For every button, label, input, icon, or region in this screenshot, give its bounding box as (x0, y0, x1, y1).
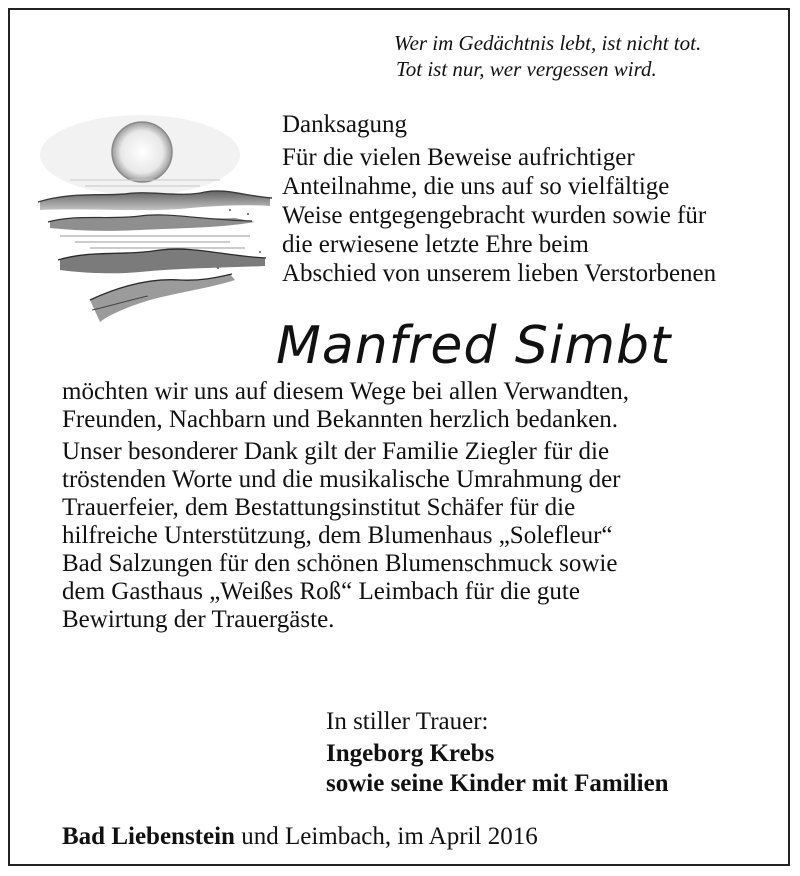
deceased-name-text: Manfred Simbt (276, 316, 672, 376)
body-line: Unser besonderer Dank gilt der Familie Ziegler für die (62, 438, 610, 465)
intro-line: Anteilnahme, die uns auf so vielfältige (282, 173, 670, 200)
body-line: tröstenden Worte und die musikalische Umrahmung der (62, 466, 621, 493)
deceased-name (270, 313, 750, 377)
thanks-heading: Danksagung (282, 111, 407, 138)
foreground-slope (90, 274, 235, 322)
motto-line-1: Wer im Gedächtnis lebt, ist nicht tot. (394, 31, 702, 55)
signoff (326, 707, 669, 799)
mourner-family: sowie seine Kinder mit Familien (326, 770, 669, 797)
sun-shape (112, 122, 172, 182)
intro-line: Für die vielen Beweise aufrichtiger (282, 144, 635, 171)
place-date (62, 822, 538, 852)
ridge-3 (60, 249, 265, 273)
place-town: Bad Liebenstein (62, 823, 235, 850)
mourner-name: Ingeborg Krebs (326, 740, 495, 767)
sunset-landscape-sketch-icon (30, 110, 280, 340)
thanks-body (62, 378, 629, 634)
intro-line: Abschied von unserem lieben Verstorbenen (282, 260, 717, 287)
body-line: Bewirtung der Trauergäste. (62, 606, 335, 633)
body-line: Trauerfeier, dem Bestattungsinstitut Schäfer für die (62, 494, 576, 521)
obituary-frame (8, 8, 790, 866)
motto-line-2: Tot ist nur, wer vergessen wird. (396, 57, 657, 81)
body-line: hilfreiche Unterstützung, dem Blumenhaus „Solefleur“ (62, 522, 613, 549)
thanks-intro (282, 143, 792, 288)
place-rest: und Leimbach, im April 2016 (234, 823, 538, 850)
body-line: Freunden, Nachbarn und Bekannten herzlich bedanken. (62, 406, 619, 433)
body-line: Bad Salzungen für den schönen Blumenschmuck sowie (62, 550, 618, 577)
motto-quote (394, 30, 701, 82)
body-line: dem Gasthaus „Weißes Roß“ Leimbach für die gute (62, 578, 580, 605)
body-line: möchten wir uns auf diesem Wege bei allen Verwandten, (62, 378, 630, 405)
signoff-lead: In stiller Trauer: (326, 708, 489, 735)
intro-line: Weise entgegengebracht wurden sowie für (282, 202, 707, 229)
intro-line: die erwiesene letzte Ehre beim (282, 231, 589, 258)
